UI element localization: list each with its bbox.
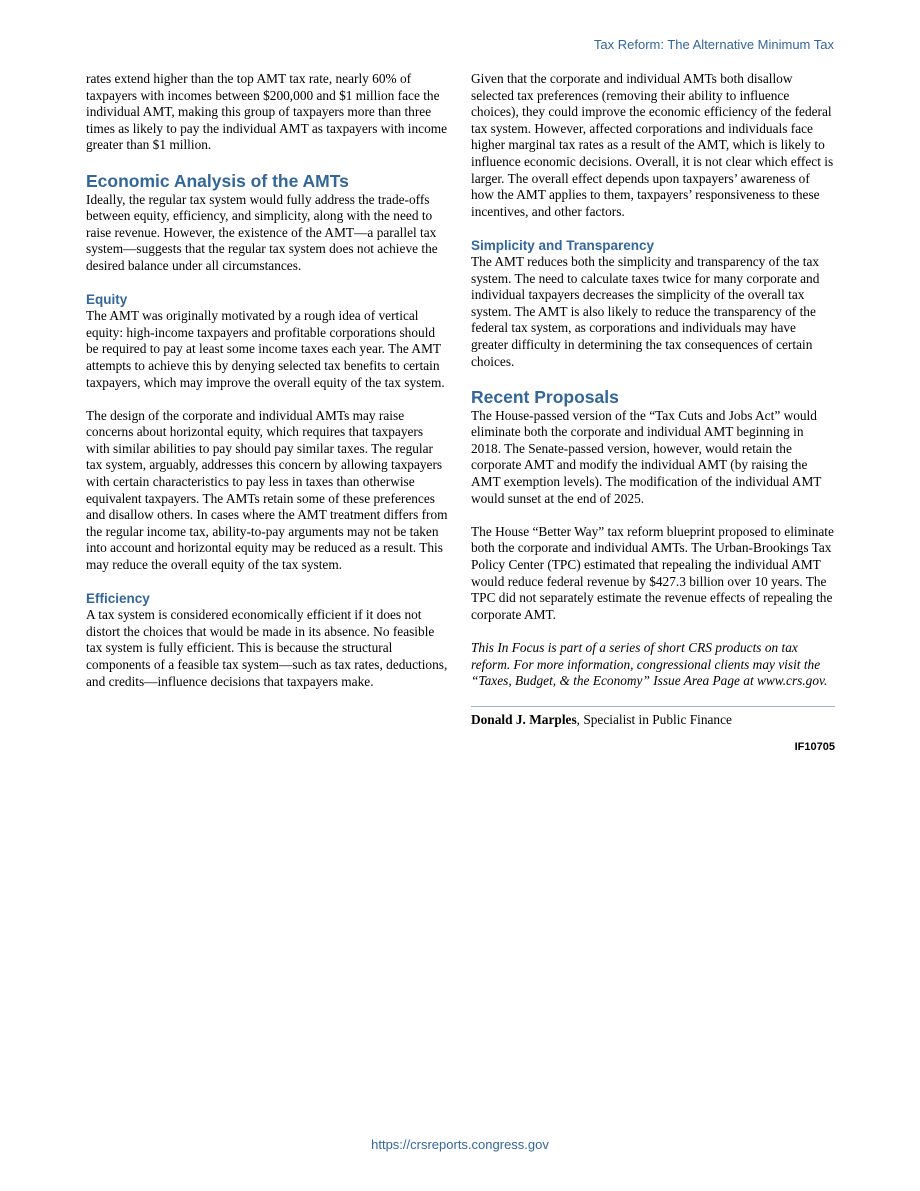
proposals-paragraph-2: The House “Better Way” tax reform blueprint proposed to eliminate both the corporate and individual AMTs. The Urban-Brookings Tax Policy Center (TPC) estimated that repealing the individual AMT would reduce federal revenue by $427.3 billion over 10 years. The TPC did not separately estimate the revenue effects of repealing the corporate AMT. — [471, 523, 834, 622]
efficiency-heading: Efficiency — [86, 591, 150, 607]
efficiency-paragraph: A tax system is considered economically efficient if it does not distort the choices that would be made in its absence. No feasible tax system is fully efficient. This is because the structural components of a feasible tax system—such as tax rates, deductions, and credits—influence decisions that taxpayers make. — [86, 607, 448, 689]
author-line — [471, 712, 835, 729]
efficiency-continued-paragraph: Given that the corporate and individual AMTs both disallow selected tax preferences (removing their ability to influence choices), they could improve the economic efficiency of the federal tax system. However, affected corporations and individuals face higher marginal tax rates as a result of the AMT, which is likely to influence economic decisions. Overall, it is not clear which effect is larger. The overall effect depends upon taxpayers’ awareness of how the AMT applies to them, taxpayers’ responsiveness to these incentives, and other factors. — [471, 71, 834, 219]
report-id: IF10705 — [794, 740, 835, 753]
intro-paragraph: rates extend higher than the top AMT tax rate, nearly 60% of taxpayers with incomes between $200,000 and $1 million face the individual AMT, making this group of taxpayers more than three times as likely to pay the individual AMT as taxpayers with income greater than $1 million. — [86, 71, 448, 153]
simplicity-heading: Simplicity and Transparency — [471, 237, 655, 253]
recent-proposals-heading: Recent Proposals — [471, 386, 619, 407]
author-title: , Specialist in Public Finance — [576, 712, 732, 728]
equity-paragraph-2: The design of the corporate and individual AMTs may raise concerns about horizontal equity, which requires that taxpayers with similar abilities to pay should pay similar taxes. The regular tax system, arguably, addresses this concern by allowing taxpayers with certain characteristics to pay less in taxes than otherwise equivalent taxpayers. The AMTs retain some of these preferences and disallow others. In cases where the AMT treatment differs from the regular income tax, ability-to-pay arguments may not be taken into account and horizontal equity may be reduced as a result. This may reduce the overall equity of the tax system. — [86, 407, 448, 573]
economic-analysis-paragraph: Ideally, the regular tax system would fully address the trade-offs between equity, efficiency, and simplicity, along with the need to raise revenue. However, the existence of the AMT—a parallel tax system—suggests that the regular tax system does not achieve the desired balance under all circumstances. — [86, 191, 438, 273]
equity-heading: Equity — [86, 292, 128, 308]
author-name: Donald J. Marples — [471, 712, 577, 728]
economic-analysis-heading: Economic Analysis of the AMTs — [86, 170, 349, 191]
footer-url-link[interactable]: https://crsreports.congress.gov — [371, 1137, 549, 1152]
author-divider — [471, 706, 835, 707]
running-header-title: Tax Reform: The Alternative Minimum Tax — [593, 37, 834, 52]
equity-paragraph-1: The AMT was originally motivated by a rough idea of vertical equity: high-income taxpayers and profitable corporations should be required to pay at least some income taxes each year. The AMT attempts to achieve this by denying selected tax benefits to certain taxpayers, which may improve the overall equity of the tax system. — [86, 308, 445, 390]
proposals-paragraph-1: The House-passed version of the “Tax Cuts and Jobs Act” would eliminate both the corporate and individual AMT beginning in 2018. The Senate-passed version, however, would retain the corporate AMT and modify the individual AMT (by raising the AMT exemption levels). The modification of the individual AMT would sunset at the end of 2025. — [471, 407, 822, 506]
left-column — [86, 71, 450, 707]
right-column — [471, 71, 835, 756]
series-note: This In Focus is part of a series of short CRS products on tax reform. For more information, congressional clients may visit the “Taxes, Budget, & the Economy” Issue Area Page at www.crs.gov. — [471, 640, 828, 689]
simplicity-paragraph: The AMT reduces both the simplicity and transparency of the tax system. The need to calculate taxes twice for many corporate and individual taxpayers decreases the simplicity of the overall tax system. The AMT is also likely to reduce the transparency of the federal tax system, as corporations and individuals may have greater difficulty in determining the tax consequences of certain choices. — [471, 253, 820, 369]
